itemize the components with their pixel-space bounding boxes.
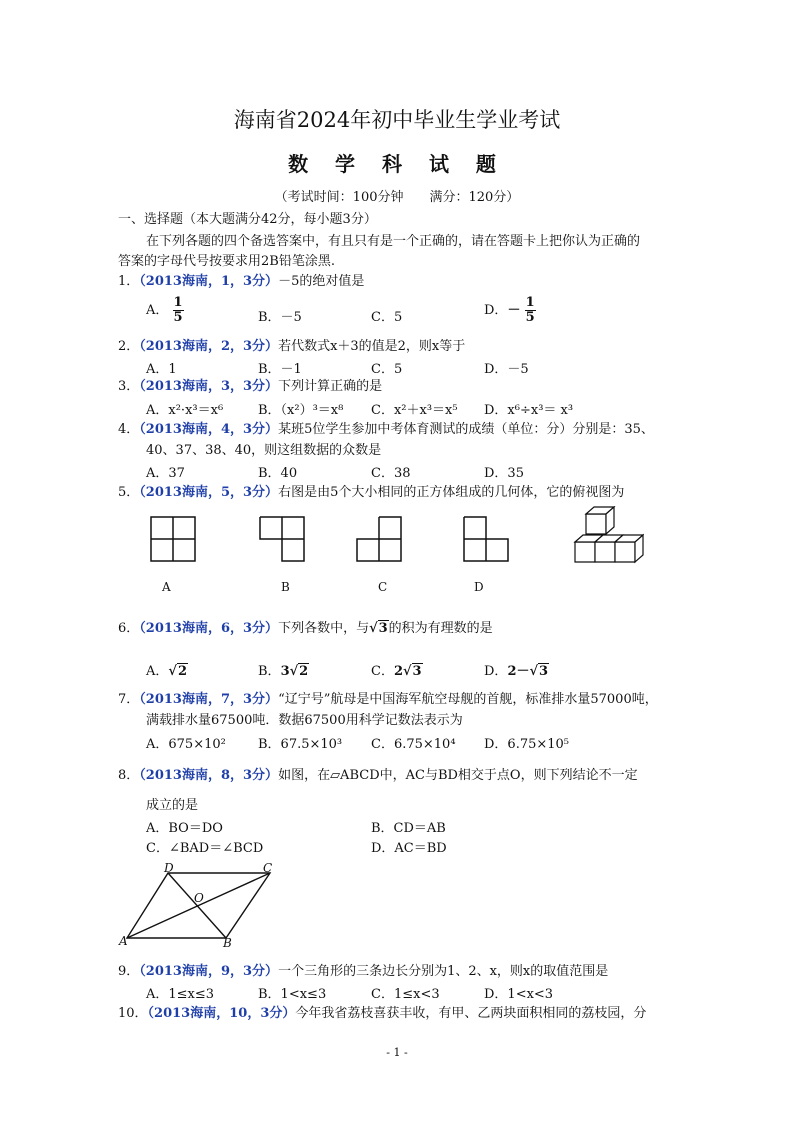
vertex-label-a: A — [119, 934, 128, 948]
question-6: 6．（2013海南，6，3分）下列各数中，与√3的积为有理数的是 — [118, 621, 493, 636]
figure-label-c: C — [378, 580, 388, 594]
minus-sign: － — [507, 303, 521, 318]
question-text-cont: 满载排水量67500吨．数据67500用科学记数法表示为 — [146, 713, 463, 728]
question-7: 7．（2013海南，7，3分）“辽宁号”航母是中国海军航空母舰的首舰，标准排水量57000吨， — [118, 692, 658, 707]
vertex-label-d: D — [164, 861, 174, 875]
section-intro-cont: 答案的字母代号按要求用2B铅笔涂黑. — [118, 254, 335, 269]
option-d — [484, 296, 536, 325]
option-a: A．√2 — [146, 664, 187, 679]
exam-info: （考试时间：100分钟 满分：120分） — [274, 190, 520, 205]
question-text-cont: 成立的是 — [146, 798, 199, 813]
question-8: 8．（2013海南，8，3分）如图，在▱ABCD中，AC与BD相交于点O，则下列结论不一定 — [118, 768, 638, 783]
option-label: A． — [146, 303, 169, 318]
sqrt-expr: √3 — [369, 621, 388, 636]
question-source: （2013海南，1，3分） — [139, 274, 279, 289]
option-a: A．675×10² — [146, 737, 226, 752]
vertex-label-o: O — [194, 891, 204, 905]
question-2: 2．（2013海南，2，3分）若代数式x＋3的值是2，则x等于 — [118, 339, 466, 354]
option-a: A．37 — [146, 466, 185, 481]
question-text-cont: 40、37、38、40，则这组数据的众数是 — [146, 443, 382, 458]
question-1 — [118, 272, 364, 292]
question-3: 3．（2013海南，3，3分）下列计算正确的是 — [118, 379, 383, 394]
option-c: C．∠BAD＝∠BCD — [146, 841, 264, 856]
top-view-d — [463, 516, 509, 562]
option-d: D．1<x<3 — [484, 987, 554, 1002]
option-b: B．67.5×10³ — [258, 737, 343, 752]
option-b: B．40 — [258, 466, 298, 481]
section-heading: 一、选择题（本大题满分42分，每小题3分） — [118, 212, 377, 227]
option-b: B．－1 — [258, 362, 302, 377]
vertex-label-b: B — [223, 936, 232, 950]
option-a — [146, 296, 184, 325]
option-d: D．x⁶÷x³＝ x³ — [484, 403, 574, 418]
question-10: 10．（2013海南，10，3分）今年我省荔枝喜获丰收，有甲、乙两块面积相同的荔枝园，分 — [118, 1006, 647, 1021]
top-view-b — [259, 516, 305, 562]
option-d: D．AC＝BD — [371, 841, 447, 856]
figure-label-b: B — [281, 580, 290, 594]
cubes-figure — [572, 506, 644, 570]
option-d: D．35 — [484, 466, 524, 481]
parallelogram-figure — [124, 866, 284, 942]
option-a: A．1≤x≤3 — [146, 987, 215, 1002]
option-c: C．5 — [371, 362, 403, 377]
option-a: A．BO＝DO — [146, 821, 223, 836]
section-intro: 在下列各题的四个备选答案中，有且只有是一个正确的，请在答题卡上把你认为正确的 — [146, 234, 641, 249]
vertex-label-c: C — [263, 861, 273, 875]
option-label: D． — [484, 303, 508, 318]
option-c: C．1≤x<3 — [371, 987, 440, 1002]
option-b: B．CD＝AB — [371, 821, 446, 836]
option-d: D．－5 — [484, 362, 529, 377]
question-text: －5的绝对值是 — [278, 274, 365, 289]
fraction: $\frac{1}{5}$ — [173, 295, 183, 325]
question-4: 4．（2013海南，4，3分）某班5位学生参加中考体育测试的成绩（单位：分）分别是：35、 — [118, 422, 654, 437]
top-view-a — [150, 516, 196, 562]
subject-title: 数 学 科 试 题 — [288, 152, 506, 176]
option-b: B．（x²）³＝x⁸ — [258, 403, 344, 418]
option-b: B．1<x≤3 — [258, 987, 327, 1002]
option-b: B．3√2 — [258, 664, 309, 679]
fraction: $\frac{1}{5}$ — [525, 295, 535, 325]
option-c: C．6.75×10⁴ — [371, 737, 456, 752]
exam-title: 海南省2024年初中毕业生学业考试 — [233, 108, 561, 132]
top-view-c — [356, 516, 402, 562]
option-c: C．x²＋x³＝x⁵ — [371, 403, 458, 418]
option-d: D．6.75×10⁵ — [484, 737, 570, 752]
figure-label-d: D — [474, 580, 484, 594]
question-number: 1． — [118, 274, 140, 289]
option-a: A．1 — [146, 362, 177, 377]
option-b: B．－5 — [258, 310, 302, 325]
option-d: D．2－√3 — [484, 664, 549, 679]
option-c: C．5 — [371, 310, 403, 325]
question-9: 9．（2013海南，9，3分）一个三角形的三条边长分别为1、2、x，则x的取值范围是 — [118, 964, 609, 979]
question-5: 5．（2013海南，5，3分）右图是由5个大小相同的正方体组成的几何体，它的俯视图为 — [118, 485, 625, 500]
option-a: A．x²·x³＝x⁶ — [146, 403, 224, 418]
option-c: C．38 — [371, 466, 411, 481]
option-c: C．2√3 — [371, 664, 422, 679]
figure-label-a: A — [162, 580, 171, 594]
page-number: - 1 - — [386, 1046, 408, 1059]
